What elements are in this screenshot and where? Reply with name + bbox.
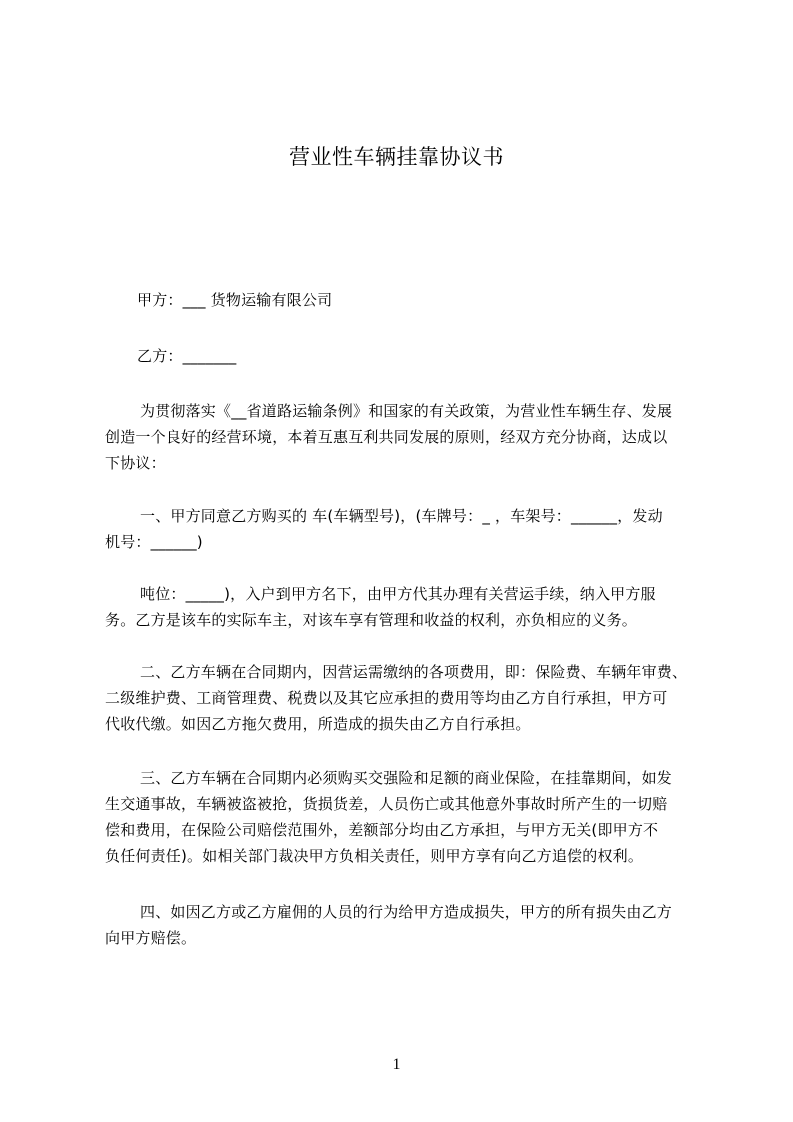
paragraph-line: 吨位：_____)，入户到甲方名下，由甲方代其办理有关营运手续，纳入甲方服: [140, 585, 656, 603]
paragraph-line: 四、如因乙方或乙方雇佣的人员的行为给甲方造成损失，甲方的所有损失由乙方: [140, 903, 673, 921]
paragraph-line: 机号：______): [105, 533, 203, 551]
paragraph-line: 务。乙方是该车的实际车主，对该车享有管理和收益的权利，亦负相应的义务。: [105, 611, 638, 629]
document-title: 营业性车辆挂靠协议书: [289, 145, 504, 169]
paragraph-line: 生交通事故，车辆被盗被抢，货损货差，人员伤亡或其他意外事故时所产生的一切赔: [105, 795, 668, 813]
party-a-line: 甲方：___ 货物运输有限公司: [137, 291, 333, 309]
page-number: 1: [392, 1056, 401, 1073]
paragraph-line: 代收代缴。如因乙方拖欠费用，所造成的损失由乙方自行承担。: [105, 715, 531, 733]
paragraph-line: 创造一个良好的经营环境，本着互惠互利共同发展的原则，经双方充分协商，达成以: [105, 428, 668, 446]
party-b-line: 乙方：_______: [137, 347, 237, 365]
paragraph-line: 向甲方赔偿。: [105, 929, 197, 947]
paragraph-line: 负任何责任)。如相关部门裁决甲方负相关责任，则甲方享有向乙方追偿的权利。: [105, 847, 644, 865]
paragraph-line: 一、甲方同意乙方购买的 车(车辆型号)，(车牌号：_ ，车架号：______，发动: [140, 507, 663, 525]
paragraph-line: 下协议：: [105, 454, 166, 472]
paragraph-line: 三、乙方车辆在合同期内必须购买交强险和足额的商业保险，在挂靠期间，如发: [140, 769, 673, 787]
paragraph-line: 偿和费用，在保险公司赔偿范围外，差额部分均由乙方承担，与甲方无关(即甲方不: [105, 821, 659, 839]
paragraph-line: 二、乙方车辆在合同期内，因营运需缴纳的各项费用，即：保险费、车辆年审费、: [140, 663, 688, 681]
paragraph-line: 为贯彻落实《__省道路运输条例》和国家的有关政策，为营业性车辆生存、发展: [140, 402, 673, 420]
paragraph-line: 二级维护费、工商管理费、税费以及其它应承担的费用等均由乙方自行承担，甲方可: [105, 689, 668, 707]
